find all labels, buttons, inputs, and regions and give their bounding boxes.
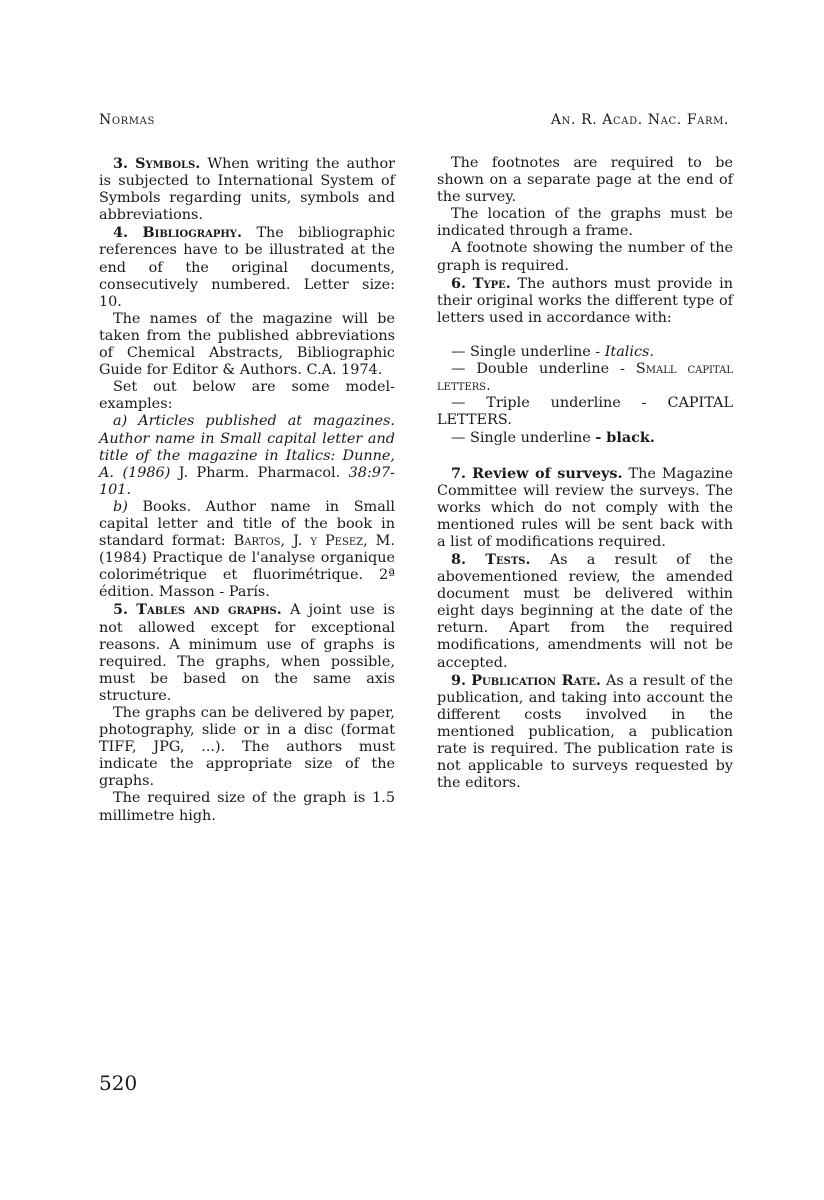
example-a-journal: J. Pharm. Pharmacol.	[170, 464, 341, 481]
paragraph-example-a	[99, 413, 395, 498]
paragraph-symbols	[99, 155, 395, 224]
list-item-double-underline	[437, 361, 733, 395]
paragraph-publication-rate	[437, 672, 733, 793]
right-column	[437, 155, 733, 792]
section-number: 7.	[451, 464, 467, 482]
list-item-value: CAPITAL LETTERS.	[437, 395, 733, 429]
section-title: Tests.	[485, 550, 531, 568]
section-text: The authors must provide in their original works the different type of letters used in accordance with:	[437, 275, 733, 326]
list-item-triple-underline	[437, 395, 733, 429]
list-item-prefix: — Double underline -	[451, 361, 636, 378]
section-text: As a result of the abovementioned review, the amended document must be delivered within eight days beginning at the date of the return. Apart from the required modifications, amendments will not be accepted.	[437, 551, 733, 671]
section-title: Tables and graphs.	[136, 601, 282, 619]
example-b-author: Pesez	[325, 533, 364, 550]
section-number: 6.	[451, 274, 467, 292]
section-number: 5.	[113, 601, 129, 619]
header-section-title: Normas	[99, 112, 155, 128]
example-b-text: , M. (1984) Practique de l'analyse organique colorimétrique et fluorimétrique. 2ª édition. Masson - París.	[99, 533, 395, 601]
section-title: Type.	[472, 274, 511, 292]
section-number: 3.	[113, 155, 129, 172]
example-b-conjunction: y	[310, 533, 317, 550]
example-b-text	[317, 533, 325, 549]
paragraph-footnote-number: A footnote showing the number of the graph is required.	[437, 240, 733, 274]
example-b-author: Bartos	[233, 533, 281, 550]
example-label: b)	[113, 498, 128, 515]
section-text: The bibliographic references have to be illustrated at the end of the original documents, consecutively numbered. Letter size: 10.	[99, 225, 396, 310]
list-item-value: Small capital letters.	[437, 361, 733, 395]
example-b-text: , J.	[280, 533, 311, 550]
section-title: Review of surveys.	[472, 464, 623, 482]
paragraph-magazine-names: The names of the magazine will be taken from the published abbreviations of Chemical Abstracts, Bibliographic Guide for Editor & Authors. C.A. 1974.	[99, 310, 395, 379]
example-a-volume: 38:97-101.	[99, 464, 395, 498]
section-text: As a result of the publication, and taking into account the different costs involved in the mentioned publication, a publication rate is required. The publication rate is not applicable to surveys requested by the editors.	[437, 672, 733, 792]
paragraph-tests	[437, 551, 733, 672]
paragraph-review	[437, 465, 733, 551]
list-item-black	[437, 429, 733, 447]
list-item-value: - black.	[595, 429, 655, 447]
section-title: Bibliography.	[142, 224, 242, 242]
spacer	[437, 327, 733, 344]
header-journal-title: An. R. Acad. Nac. Farm.	[550, 112, 729, 128]
paragraph-footnotes: The footnotes are required to be shown on a separate page at the end of the survey.	[437, 155, 733, 206]
list-item-prefix: — Single underline	[451, 430, 596, 447]
section-text: When writing the author is subjected to International System of Symbols regarding units, symbols and abbreviations.	[99, 156, 395, 224]
list-item-prefix: — Triple underline -	[451, 395, 668, 412]
paragraph-example-b	[99, 499, 395, 602]
section-title: Symbols.	[135, 155, 201, 172]
paragraph-graph-size: The required size of the graph is 1.5 millimetre high.	[99, 790, 395, 824]
left-column	[99, 155, 395, 825]
list-item-prefix: — Single underline -	[451, 343, 605, 360]
section-number: 9.	[451, 671, 467, 689]
paragraph-examples-intro: Set out below are some model-examples:	[99, 379, 395, 413]
section-title: Publication Rate.	[471, 671, 601, 689]
list-item-single-underline	[437, 344, 733, 361]
paragraph-tables	[99, 601, 395, 705]
section-number: 8.	[451, 550, 467, 568]
section-number: 4.	[113, 224, 129, 242]
section-text: A joint use is not allowed except for exceptional reasons. A minimum use of graphs is required. The graphs, when possible, must be based on the same axis structure.	[99, 602, 395, 704]
page-number: 520	[99, 1071, 138, 1095]
list-item-value: Italics.	[604, 343, 655, 360]
example-a-italic: Articles published at magazines. Author name in Small capital letter and title of the magazine in Italics: Dunne, A. (1986)	[99, 413, 395, 481]
paragraph-type	[437, 275, 733, 327]
paragraph-graphs-delivery: The graphs can be delivered by paper, photography, slide or in a disc (format TIFF, JPG, ...). The authors must indicate the appropriate size of the graphs.	[99, 705, 395, 790]
example-b-text: Books. Author name in Small capital letter and title of the book in standard format:	[99, 498, 395, 550]
example-label: a)	[113, 413, 128, 430]
section-text: The Magazine Committee will review the surveys. The works which do not comply with the mentioned rules will be sent back with a list of modifications required.	[437, 465, 733, 550]
paragraph-bibliography	[99, 224, 395, 310]
paragraph-location: The location of the graphs must be indicated through a frame.	[437, 206, 733, 240]
spacer	[437, 448, 733, 465]
